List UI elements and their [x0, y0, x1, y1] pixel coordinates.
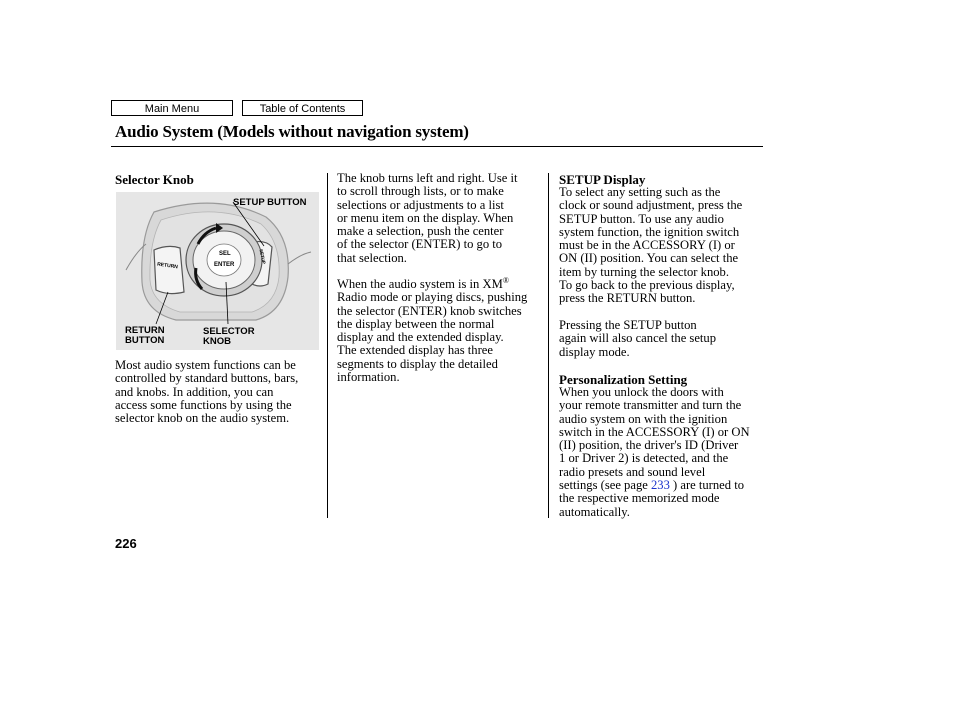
page-title: Audio System (Models without navigation system) — [115, 122, 469, 141]
knob-sel-text: SEL — [219, 251, 231, 257]
column-divider-2 — [548, 173, 549, 518]
setup-button-label: SETUP BUTTON — [233, 197, 307, 208]
return-button-text: RETURN — [156, 261, 179, 271]
knob-usage-text: The knob turns left and right. Use it to scroll through lists, or to make selections or adjustments to a list or menu item on the display. When make a selection, push the center of the selector (ENTER) to go to that selection. — [337, 171, 518, 265]
selector-knob-label: SELECTOR KNOB — [203, 326, 255, 347]
selector-knob-heading: Selector Knob — [115, 172, 194, 187]
page-number: 226 — [115, 536, 137, 551]
title-divider — [111, 146, 763, 147]
knob-enter-text: ENTER — [214, 262, 235, 268]
personalization-heading: Personalization Setting — [559, 372, 688, 387]
setup-display-text: To select any setting such as the clock or sound adjustment, press the SETUP button. To use any audio system function, the ignition switch must be in the ACCESSORY (I) or ON (II) position. You can select the item by turning the selector knob. To go back to the previous display, press the RETURN button. — [559, 185, 743, 306]
setup-display-heading: SETUP Display — [559, 172, 646, 187]
setup-cancel-text: Pressing the SETUP button again will also cancel the setup display mode. — [559, 318, 717, 359]
return-button-label: RETURN BUTTON — [125, 325, 165, 346]
page-233-link[interactable]: 233 — [650, 478, 670, 493]
table-of-contents-button[interactable]: Table of Contents — [242, 100, 363, 116]
extended-display-text: When the audio system is in XM® Radio mode or playing discs, pushing the selector (ENTER) knob switches the display between the normal display and the extended display. The extended display has three segments to display the detailed information. — [337, 275, 528, 385]
main-menu-button[interactable]: Main Menu — [111, 100, 233, 116]
personalization-text: When you unlock the doors with your remote transmitter and turn the audio system on with the ignition switch in the ACCESSORY (I) or ON (II) position, the driver's ID (Driver 1 or Driver 2) is detected, and the radio presets and sound level settings (see page 233 ) are turned to the respective memorized mode automatically. — [559, 385, 750, 519]
setup-button-text: SETUP — [258, 248, 267, 265]
column-divider-1 — [327, 173, 328, 518]
selector-knob-figure — [116, 192, 319, 350]
selector-knob-intro: Most audio system functions can be controlled by standard buttons, bars, and knobs. In addition, you can access some functions by using the selector knob on the audio system. — [115, 358, 299, 426]
